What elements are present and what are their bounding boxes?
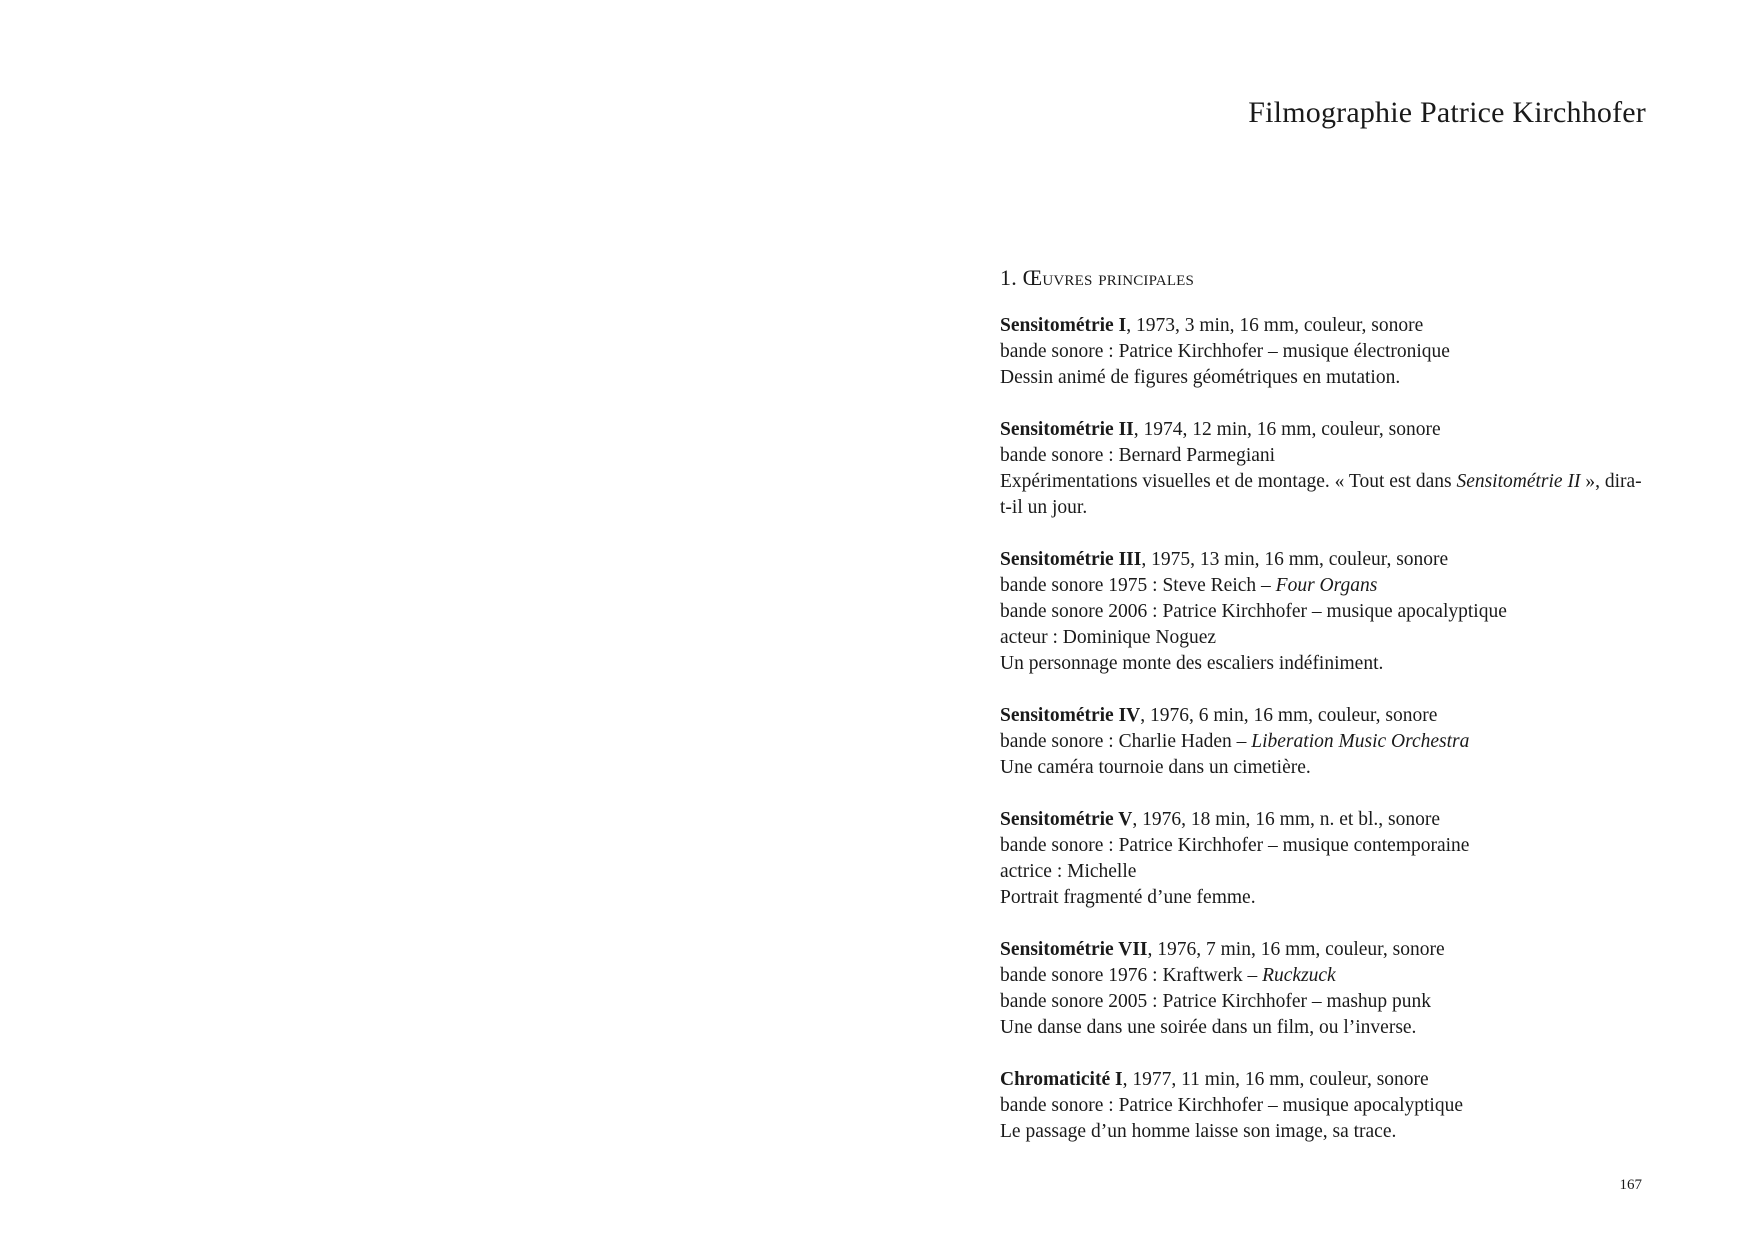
film-description-text-end: », dira-t-il un jour. bbox=[1000, 471, 1642, 518]
film-description bbox=[1000, 469, 1650, 521]
film-header bbox=[1000, 703, 1650, 729]
section-heading-text: Œuvres principales bbox=[1022, 265, 1195, 290]
soundtrack-text: bande sonore 1975 : Steve Reich – bbox=[1000, 575, 1276, 596]
film-title: Sensitométrie III bbox=[1000, 549, 1142, 570]
film-description: Dessin animé de figures géométriques en mutation. bbox=[1000, 367, 1401, 388]
page-title: Filmographie Patrice Kirchhofer bbox=[1248, 96, 1646, 129]
film-soundtrack bbox=[1000, 573, 1650, 599]
film-entry bbox=[1000, 807, 1650, 911]
soundtrack-album: Ruckzuck bbox=[1262, 965, 1336, 986]
soundtrack-album: Four Organs bbox=[1275, 575, 1378, 596]
right-page bbox=[874, 0, 1748, 1240]
film-details: , 1976, 18 min, 16 mm, n. et bl., sonore bbox=[1132, 809, 1440, 830]
film-description-italic: Sensitométrie II bbox=[1456, 471, 1581, 492]
soundtrack-text: bande sonore : Charlie Haden – bbox=[1000, 731, 1252, 752]
film-title: Sensitométrie I bbox=[1000, 315, 1127, 336]
film-cast: acteur : Dominique Noguez bbox=[1000, 627, 1217, 648]
film-title: Chromaticité I bbox=[1000, 1069, 1123, 1090]
film-soundtrack: bande sonore : Patrice Kirchhofer – musique contemporaine bbox=[1000, 835, 1470, 856]
film-title: Sensitométrie V bbox=[1000, 809, 1133, 830]
film-entry bbox=[1000, 937, 1650, 1041]
film-details: , 1977, 11 min, 16 mm, couleur, sonore bbox=[1122, 1069, 1429, 1090]
soundtrack-text: bande sonore 1976 : Kraftwerk – bbox=[1000, 965, 1263, 986]
film-entry bbox=[1000, 417, 1650, 521]
film-soundtrack bbox=[1000, 729, 1650, 755]
film-details: , 1976, 6 min, 16 mm, couleur, sonore bbox=[1140, 705, 1438, 726]
film-description: Portrait fragmenté d’une femme. bbox=[1000, 887, 1256, 908]
film-description-text: Expérimentations visuelles et de montage. « Tout est dans bbox=[1000, 471, 1457, 492]
film-title: Sensitométrie VII bbox=[1000, 939, 1148, 960]
film-header bbox=[1000, 807, 1650, 833]
film-entry bbox=[1000, 703, 1650, 781]
film-details: , 1975, 13 min, 16 mm, couleur, sonore bbox=[1141, 549, 1449, 570]
film-soundtrack: bande sonore : Patrice Kirchhofer – musique apocalyptique bbox=[1000, 1095, 1463, 1116]
film-header bbox=[1000, 937, 1650, 963]
film-soundtrack: bande sonore 2006 : Patrice Kirchhofer – musique apocalyptique bbox=[1000, 601, 1507, 622]
soundtrack-album: Liberation Music Orchestra bbox=[1251, 731, 1470, 752]
film-header bbox=[1000, 313, 1650, 339]
film-description: Une danse dans une soirée dans un film, ou l’inverse. bbox=[1000, 1017, 1417, 1038]
film-entry bbox=[1000, 313, 1650, 391]
film-header bbox=[1000, 1067, 1650, 1093]
film-header bbox=[1000, 547, 1650, 573]
film-entry bbox=[1000, 1067, 1650, 1145]
film-entry bbox=[1000, 547, 1650, 677]
section-number: 1. bbox=[1000, 265, 1017, 290]
filmography-content bbox=[1000, 263, 1650, 1171]
film-soundtrack: bande sonore : Patrice Kirchhofer – musique électronique bbox=[1000, 341, 1450, 362]
film-description: Un personnage monte des escaliers indéfiniment. bbox=[1000, 653, 1384, 674]
film-details: , 1976, 7 min, 16 mm, couleur, sonore bbox=[1147, 939, 1445, 960]
page-number: 167 bbox=[1619, 1177, 1642, 1193]
film-title: Sensitométrie IV bbox=[1000, 705, 1141, 726]
film-description: Le passage d’un homme laisse son image, sa trace. bbox=[1000, 1121, 1397, 1142]
film-details: , 1973, 3 min, 16 mm, couleur, sonore bbox=[1126, 315, 1424, 336]
film-header bbox=[1000, 417, 1650, 443]
film-title: Sensitométrie II bbox=[1000, 419, 1134, 440]
film-soundtrack: bande sonore : Bernard Parmegiani bbox=[1000, 445, 1276, 466]
film-details: , 1974, 12 min, 16 mm, couleur, sonore bbox=[1133, 419, 1441, 440]
film-cast: actrice : Michelle bbox=[1000, 861, 1137, 882]
film-soundtrack bbox=[1000, 963, 1650, 989]
film-description: Une caméra tournoie dans un cimetière. bbox=[1000, 757, 1311, 778]
film-soundtrack: bande sonore 2005 : Patrice Kirchhofer – mashup punk bbox=[1000, 991, 1432, 1012]
section-heading bbox=[1000, 263, 1650, 293]
